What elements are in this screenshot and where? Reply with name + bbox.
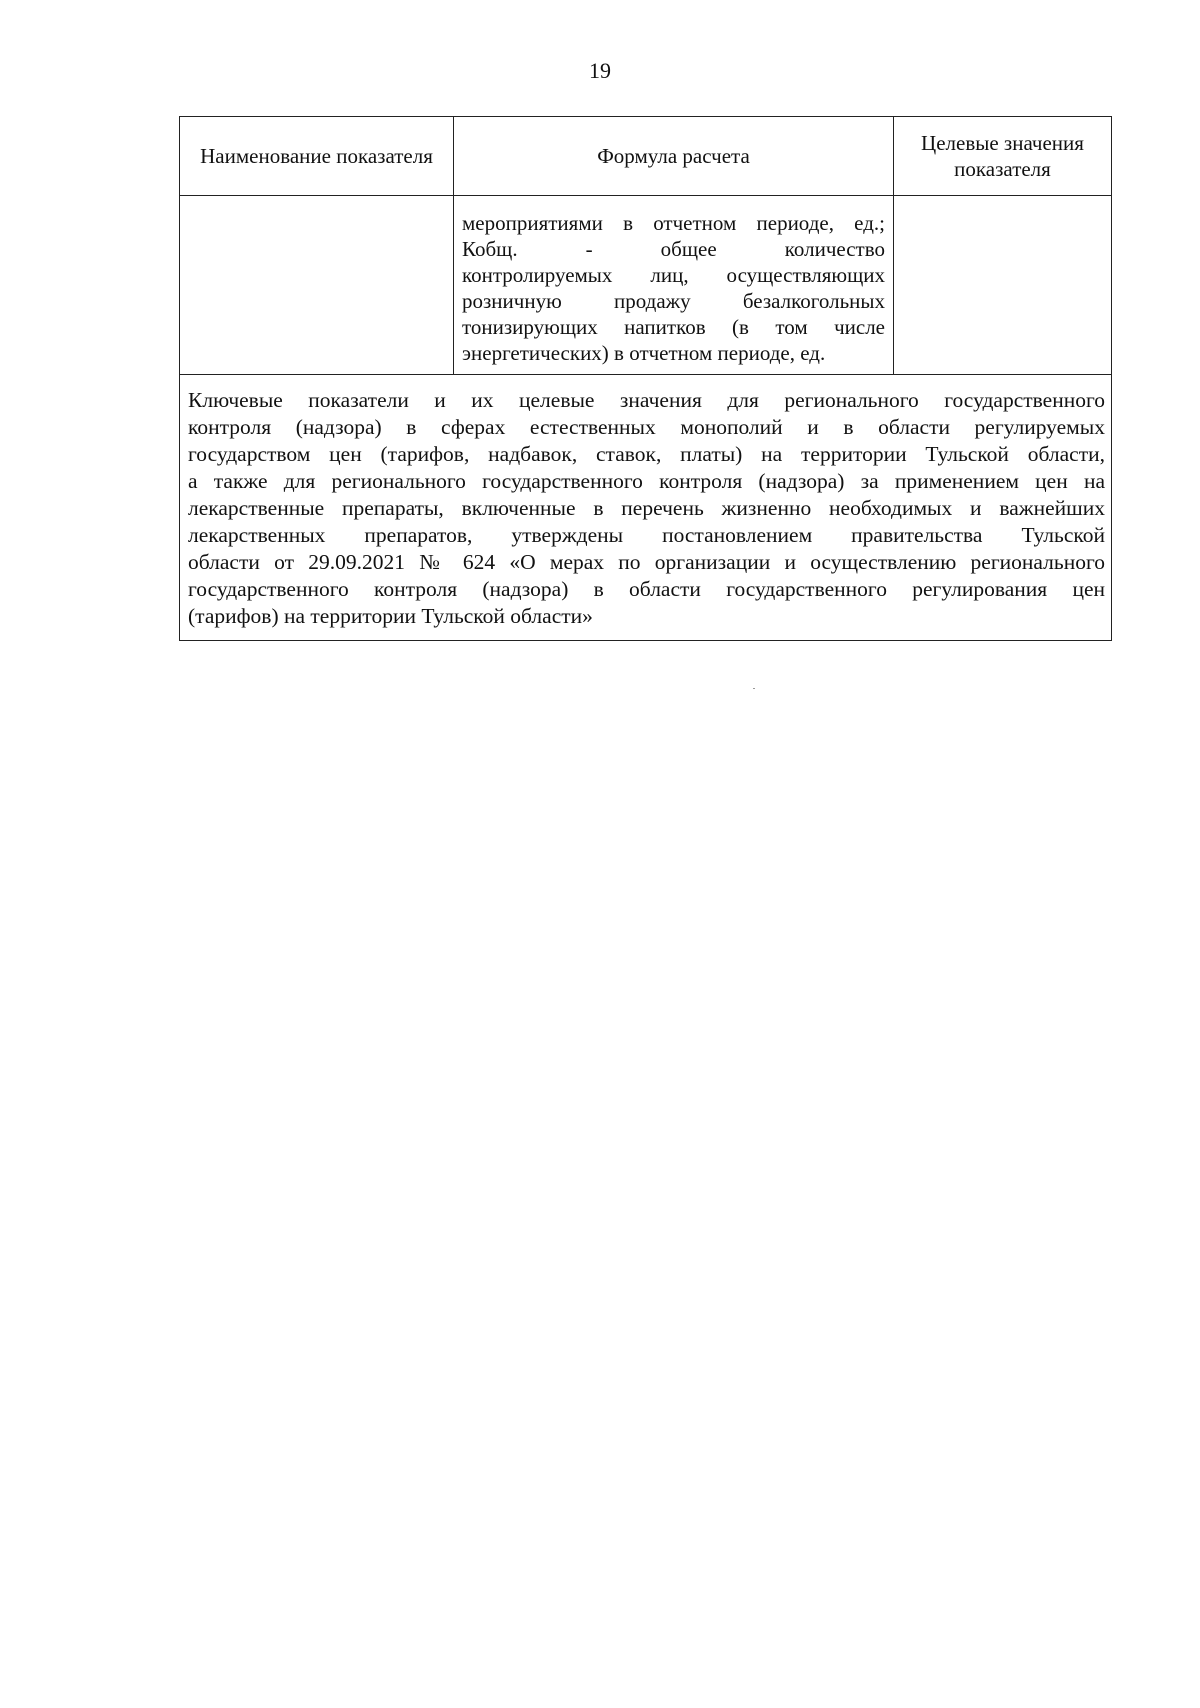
cell-indicator-name <box>180 196 454 375</box>
table-header-row <box>180 117 1112 196</box>
formula-line: тонизирующих напитков (в том числе <box>462 315 885 339</box>
header-formula: Формула расчета <box>454 117 894 196</box>
note-line: государственного контроля (надзора) в области государственного регулирования цен <box>188 577 1105 601</box>
note-line: а также для регионального государственного контроля (надзора) за применением цен на <box>188 469 1105 493</box>
cell-formula <box>454 196 894 375</box>
note-line: лекарственных препаратов, утверждены постановлением правительства Тульской <box>188 523 1105 547</box>
formula-line: Кобщ. - общее количество <box>462 237 885 261</box>
header-target-values: Целевые значения показателя <box>894 117 1112 196</box>
scan-speck <box>753 688 755 689</box>
formula-line: розничную продажу безалкогольных <box>462 289 885 313</box>
indicators-table <box>179 116 1112 641</box>
formula-line: контролируемых лиц, осуществляющих <box>462 263 885 287</box>
table-row <box>180 196 1112 375</box>
formula-line: энергетических) в отчетном периоде, ед. <box>462 341 826 365</box>
note-line: лекарственные препараты, включенные в перечень жизненно необходимых и важнейших <box>188 496 1105 520</box>
page-number: 19 <box>589 58 611 83</box>
note-line: области от 29.09.2021 № 624 «О мерах по организации и осуществлению регионального <box>188 550 1105 574</box>
note-line: (тарифов) на территории Тульской области» <box>188 604 593 628</box>
note-paragraph <box>180 375 1112 641</box>
note-line: контроля (надзора) в сферах естественных монополий и в области регулируемых <box>188 415 1105 439</box>
note-line: Ключевые показатели и их целевые значения для регионального государственного <box>188 388 1105 412</box>
cell-target-values <box>894 196 1112 375</box>
header-indicator-name: Наименование показателя <box>180 117 454 196</box>
formula-line: мероприятиями в отчетном периоде, ед.; <box>462 211 885 235</box>
table-note-row <box>180 375 1112 641</box>
note-line: государством цен (тарифов, надбавок, ставок, платы) на территории Тульской области, <box>188 442 1105 466</box>
